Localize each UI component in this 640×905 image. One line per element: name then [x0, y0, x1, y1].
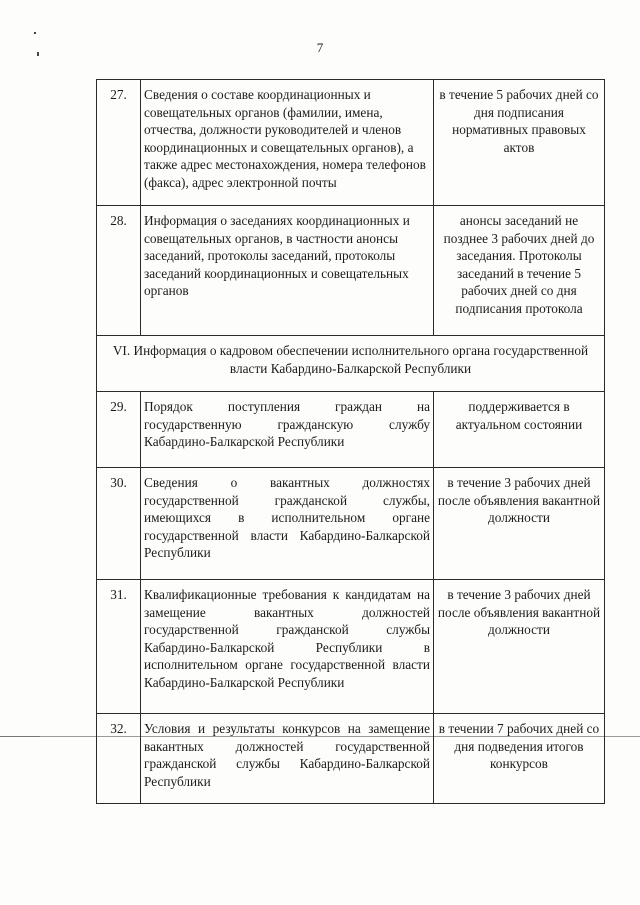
section-header-row	[97, 336, 605, 392]
row-deadline: в течение 3 рабочих дней после объявления вакантной должности	[434, 580, 605, 714]
table-row	[97, 206, 605, 336]
table-row	[97, 714, 605, 804]
row-number: 32.	[97, 714, 141, 804]
row-description: Квалификационные требования к кандидатам на замещение вакантных должностей государственной гражданской службы Кабардино-Балкарской Республики в исполнительном органе государственной власти Кабардино-Балкарской Республики	[141, 580, 434, 714]
row-description: Сведения о составе координационных и совещательных органов (фамилии, имена, отчества, должности руководителей и членов координационных и совещательных органов), а также адрес местонахождения, номера телефонов (факса), адрес электронной почты	[141, 80, 434, 206]
scan-dot	[34, 32, 36, 34]
row-deadline: анонсы заседаний не позднее 3 рабочих дней до заседания. Протоколы заседаний в течение 5 рабочих дней со дня подписания протокола	[434, 206, 605, 336]
table-row	[97, 392, 605, 468]
section-title: VI. Информация о кадровом обеспечении исполнительного органа государственной власти Кабардино-Балкарской Республики	[97, 336, 605, 392]
scan-margin-dash	[0, 736, 40, 737]
page-number: 7	[316, 40, 324, 55]
row-number: 27.	[97, 80, 141, 206]
table-row	[97, 468, 605, 580]
row-description: Порядок поступления граждан на государственную гражданскую службу Кабардино-Балкарской Республики	[141, 392, 434, 468]
row-deadline: в течение 3 рабочих дней после объявления вакантной должности	[434, 468, 605, 580]
row-deadline: поддерживается в актуальном состоянии	[434, 392, 605, 468]
row-number: 29.	[97, 392, 141, 468]
row-description: Информация о заседаниях координационных и совещательных органов, в частности анонсы заседаний, протоколы заседаний, протоколы заседаний координационных и совещательных органов	[141, 206, 434, 336]
row-number: 30.	[97, 468, 141, 580]
information-table	[96, 79, 605, 804]
row-description: Сведения о вакантных должностях государственной гражданской службы, имеющихся в исполнительном органе государственной власти Кабардино-Балкарской Республики	[141, 468, 434, 580]
table-row	[97, 580, 605, 714]
row-deadline: в течении 7 рабочих дней со дня подведения итогов конкурсов	[434, 714, 605, 804]
row-description: Условия и результаты конкурсов на замещение вакантных должностей государственной гражданской службы Кабардино-Балкарской Республики	[141, 714, 434, 804]
row-number: 28.	[97, 206, 141, 336]
row-deadline: в течение 5 рабочих дней со дня подписания нормативных правовых актов	[434, 80, 605, 206]
table-row	[97, 80, 605, 206]
row-number: 31.	[97, 580, 141, 714]
